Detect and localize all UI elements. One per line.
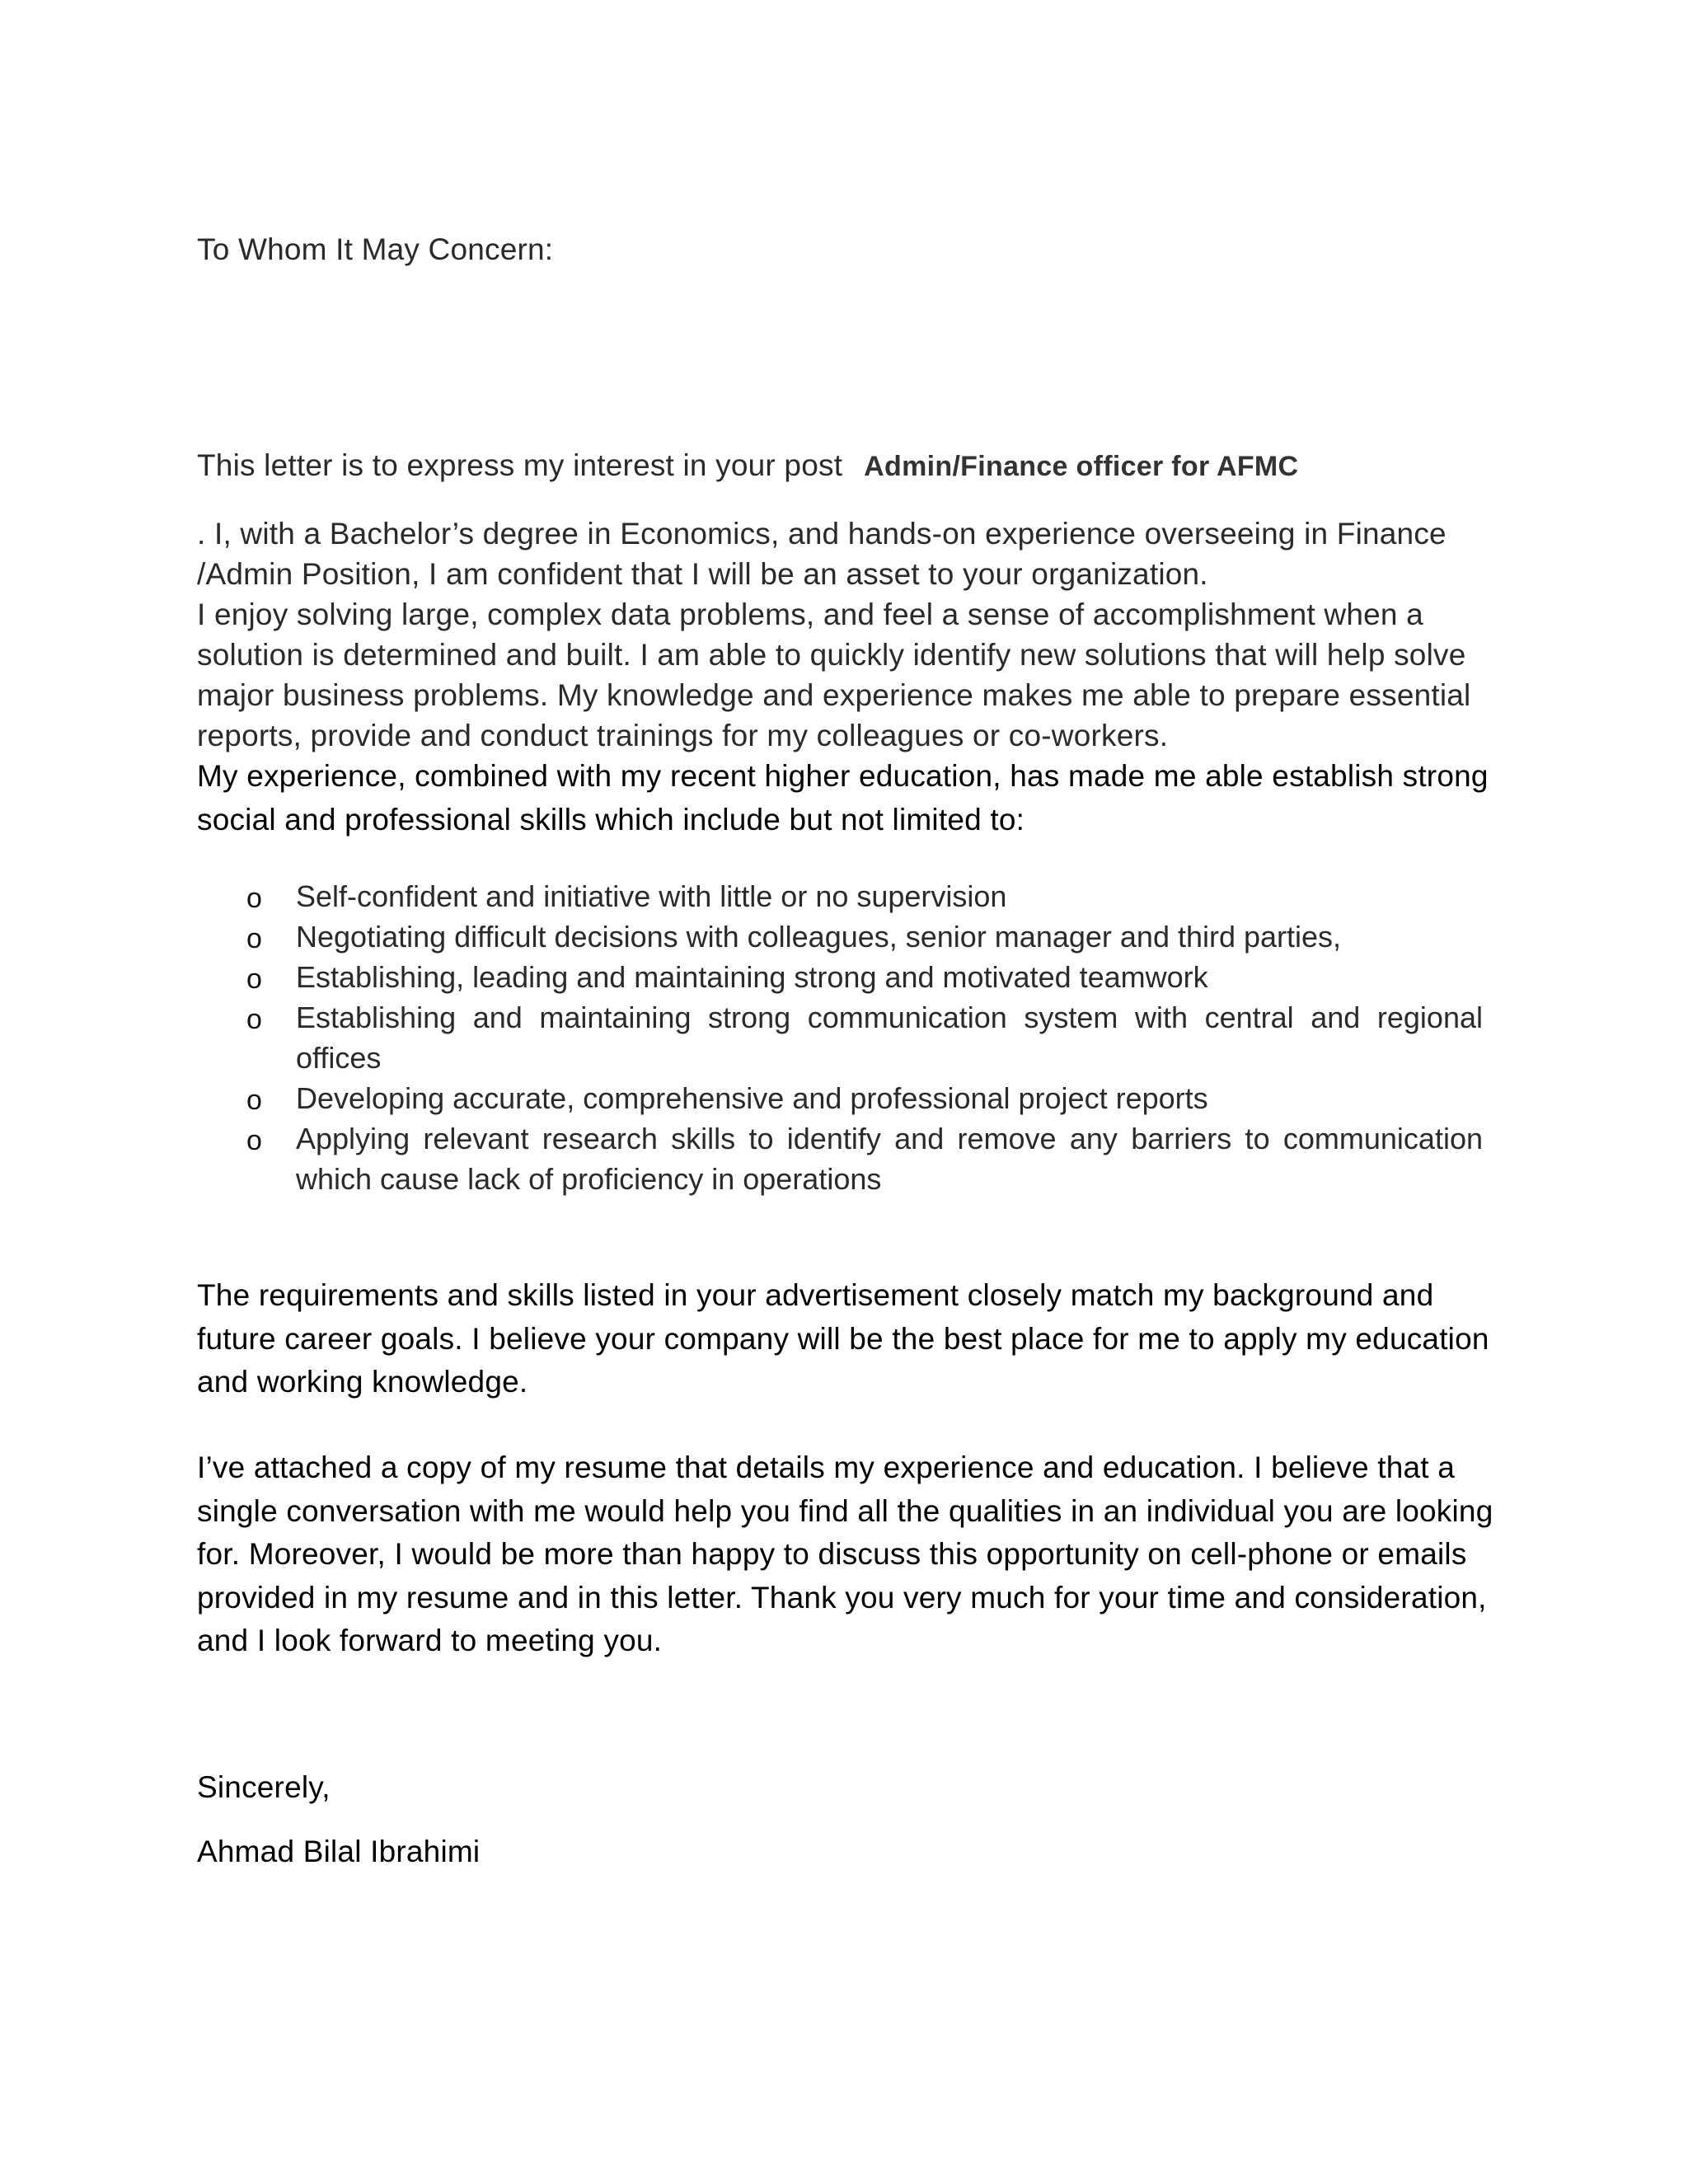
paragraph3-line: future career goals. I believe your company will be the best place for me to apply my education — [197, 1322, 1489, 1356]
bullet-marker: o — [246, 883, 262, 914]
skill-item: Applying relevant research skills to identify and remove any barriers to communication — [296, 1122, 1483, 1155]
paragraph3-line: and working knowledge. — [197, 1365, 528, 1399]
skill-item: Negotiating difficult decisions with colleagues, senior manager and third parties, — [296, 920, 1342, 954]
paragraph2-line: social and professional skills which include but not limited to: — [197, 803, 1025, 837]
intro-line — [197, 446, 1298, 486]
skill-item-continuation: offices — [296, 1041, 382, 1075]
closing: Sincerely, — [197, 1770, 331, 1804]
paragraph4-line: I’ve attached a copy of my resume that details my experience and education. I believe that a — [197, 1451, 1455, 1484]
paragraph4-line: provided in my resume and in this letter. Thank you very much for your time and consideration, — [197, 1581, 1487, 1615]
paragraph1-line: /Admin Position, I am confident that I will be an asset to your organization. — [197, 557, 1208, 591]
paragraph1-line: reports, provide and conduct trainings for my colleagues or co-workers. — [197, 719, 1169, 752]
paragraph1-line: I enjoy solving large, complex data problems, and feel a sense of accomplishment when a — [197, 598, 1423, 631]
signature-name: Ahmad Bilal Ibrahimi — [197, 1835, 481, 1868]
bullet-marker: o — [246, 1125, 262, 1156]
bullet-marker: o — [246, 923, 262, 954]
paragraph1-line: major business problems. My knowledge and experience makes me able to prepare essential — [197, 678, 1471, 712]
paragraph3-line: The requirements and skills listed in your advertisement closely match my background and — [197, 1278, 1434, 1312]
paragraph4-line: single conversation with me would help you find all the qualities in an individual you are looking — [197, 1494, 1493, 1528]
paragraph4-line: and I look forward to meeting you. — [197, 1624, 663, 1657]
post-title: Admin/Finance officer for AFMC — [864, 451, 1299, 482]
skill-item-continuation: which cause lack of proficiency in operations — [296, 1162, 882, 1196]
skill-item: Self-confident and initiative with little or no supervision — [296, 879, 1007, 913]
bullet-marker: o — [246, 1004, 262, 1035]
bullet-marker: o — [246, 963, 262, 995]
paragraph2-line: My experience, combined with my recent higher education, has made me able establish strong — [197, 759, 1489, 793]
skill-item: Developing accurate, comprehensive and professional project reports — [296, 1081, 1208, 1115]
bullet-marker: o — [246, 1085, 262, 1116]
skill-item: Establishing and maintaining strong communication system with central and regional — [296, 1001, 1483, 1034]
paragraph1-line: solution is determined and built. I am able to quickly identify new solutions that will help solve — [197, 638, 1466, 672]
paragraph1-line: . I, with a Bachelor’s degree in Economics, and hands-on experience overseeing in Finance — [197, 517, 1447, 551]
paragraph4-line: for. Moreover, I would be more than happy to discuss this opportunity on cell-phone or emails — [197, 1537, 1467, 1571]
intro-lead: This letter is to express my interest in your post — [197, 448, 843, 482]
skill-item: Establishing, leading and maintaining strong and motivated teamwork — [296, 960, 1208, 994]
salutation: To Whom It May Concern: — [197, 232, 554, 266]
